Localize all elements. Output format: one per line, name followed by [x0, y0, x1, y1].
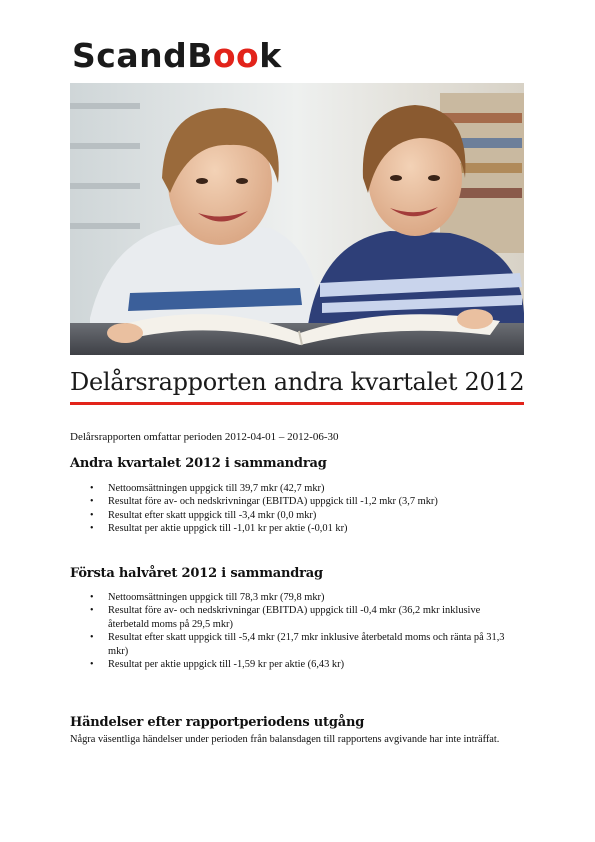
events-heading: Händelser efter rapportperiodens utgång	[70, 715, 365, 730]
list-item: • Resultat efter skatt uppgick till -3,4 mkr (0,0 mkr)	[70, 509, 510, 522]
h1-summary-list	[70, 591, 510, 671]
events-text: Några väsentliga händelser under perioden från balansdagen till rapportens avgivande har inte inträffat.	[70, 734, 500, 745]
report-title: Delårsrapporten andra kvartalet 2012	[70, 368, 525, 396]
list-item: • Resultat efter skatt uppgick till -5,4 mkr (21,7 mkr inklusive återbetald moms och ränta på 31,3 mkr)	[70, 631, 510, 658]
q2-summary-list	[70, 482, 510, 536]
title-underline	[70, 402, 524, 405]
list-item: • Resultat per aktie uppgick till -1,01 kr per aktie (-0,01 kr)	[70, 522, 510, 535]
list-item: • Resultat före av- och nedskrivningar (EBITDA) uppgick till -1,2 mkr (3,7 mkr)	[70, 495, 510, 508]
h1-heading: Första halvåret 2012 i sammandrag	[70, 566, 323, 581]
list-item: • Resultat före av- och nedskrivningar (EBITDA) uppgick till -0,4 mkr (36,2 mkr inklusive återbetald moms på 29,5 mkr)	[70, 604, 510, 631]
report-period: Delårsrapporten omfattar perioden 2012-04-01 – 2012-06-30	[70, 431, 339, 443]
list-item: • Nettoomsättningen uppgick till 39,7 mkr (42,7 mkr)	[70, 482, 510, 495]
scandbook-logo: ScandBook	[72, 36, 282, 75]
q2-heading: Andra kvartalet 2012 i sammandrag	[70, 456, 327, 471]
cover-photo	[70, 83, 524, 355]
list-item: • Resultat per aktie uppgick till -1,59 kr per aktie (6,43 kr)	[70, 658, 510, 671]
list-item: • Nettoomsättningen uppgick till 78,3 mkr (79,8 mkr)	[70, 591, 510, 604]
